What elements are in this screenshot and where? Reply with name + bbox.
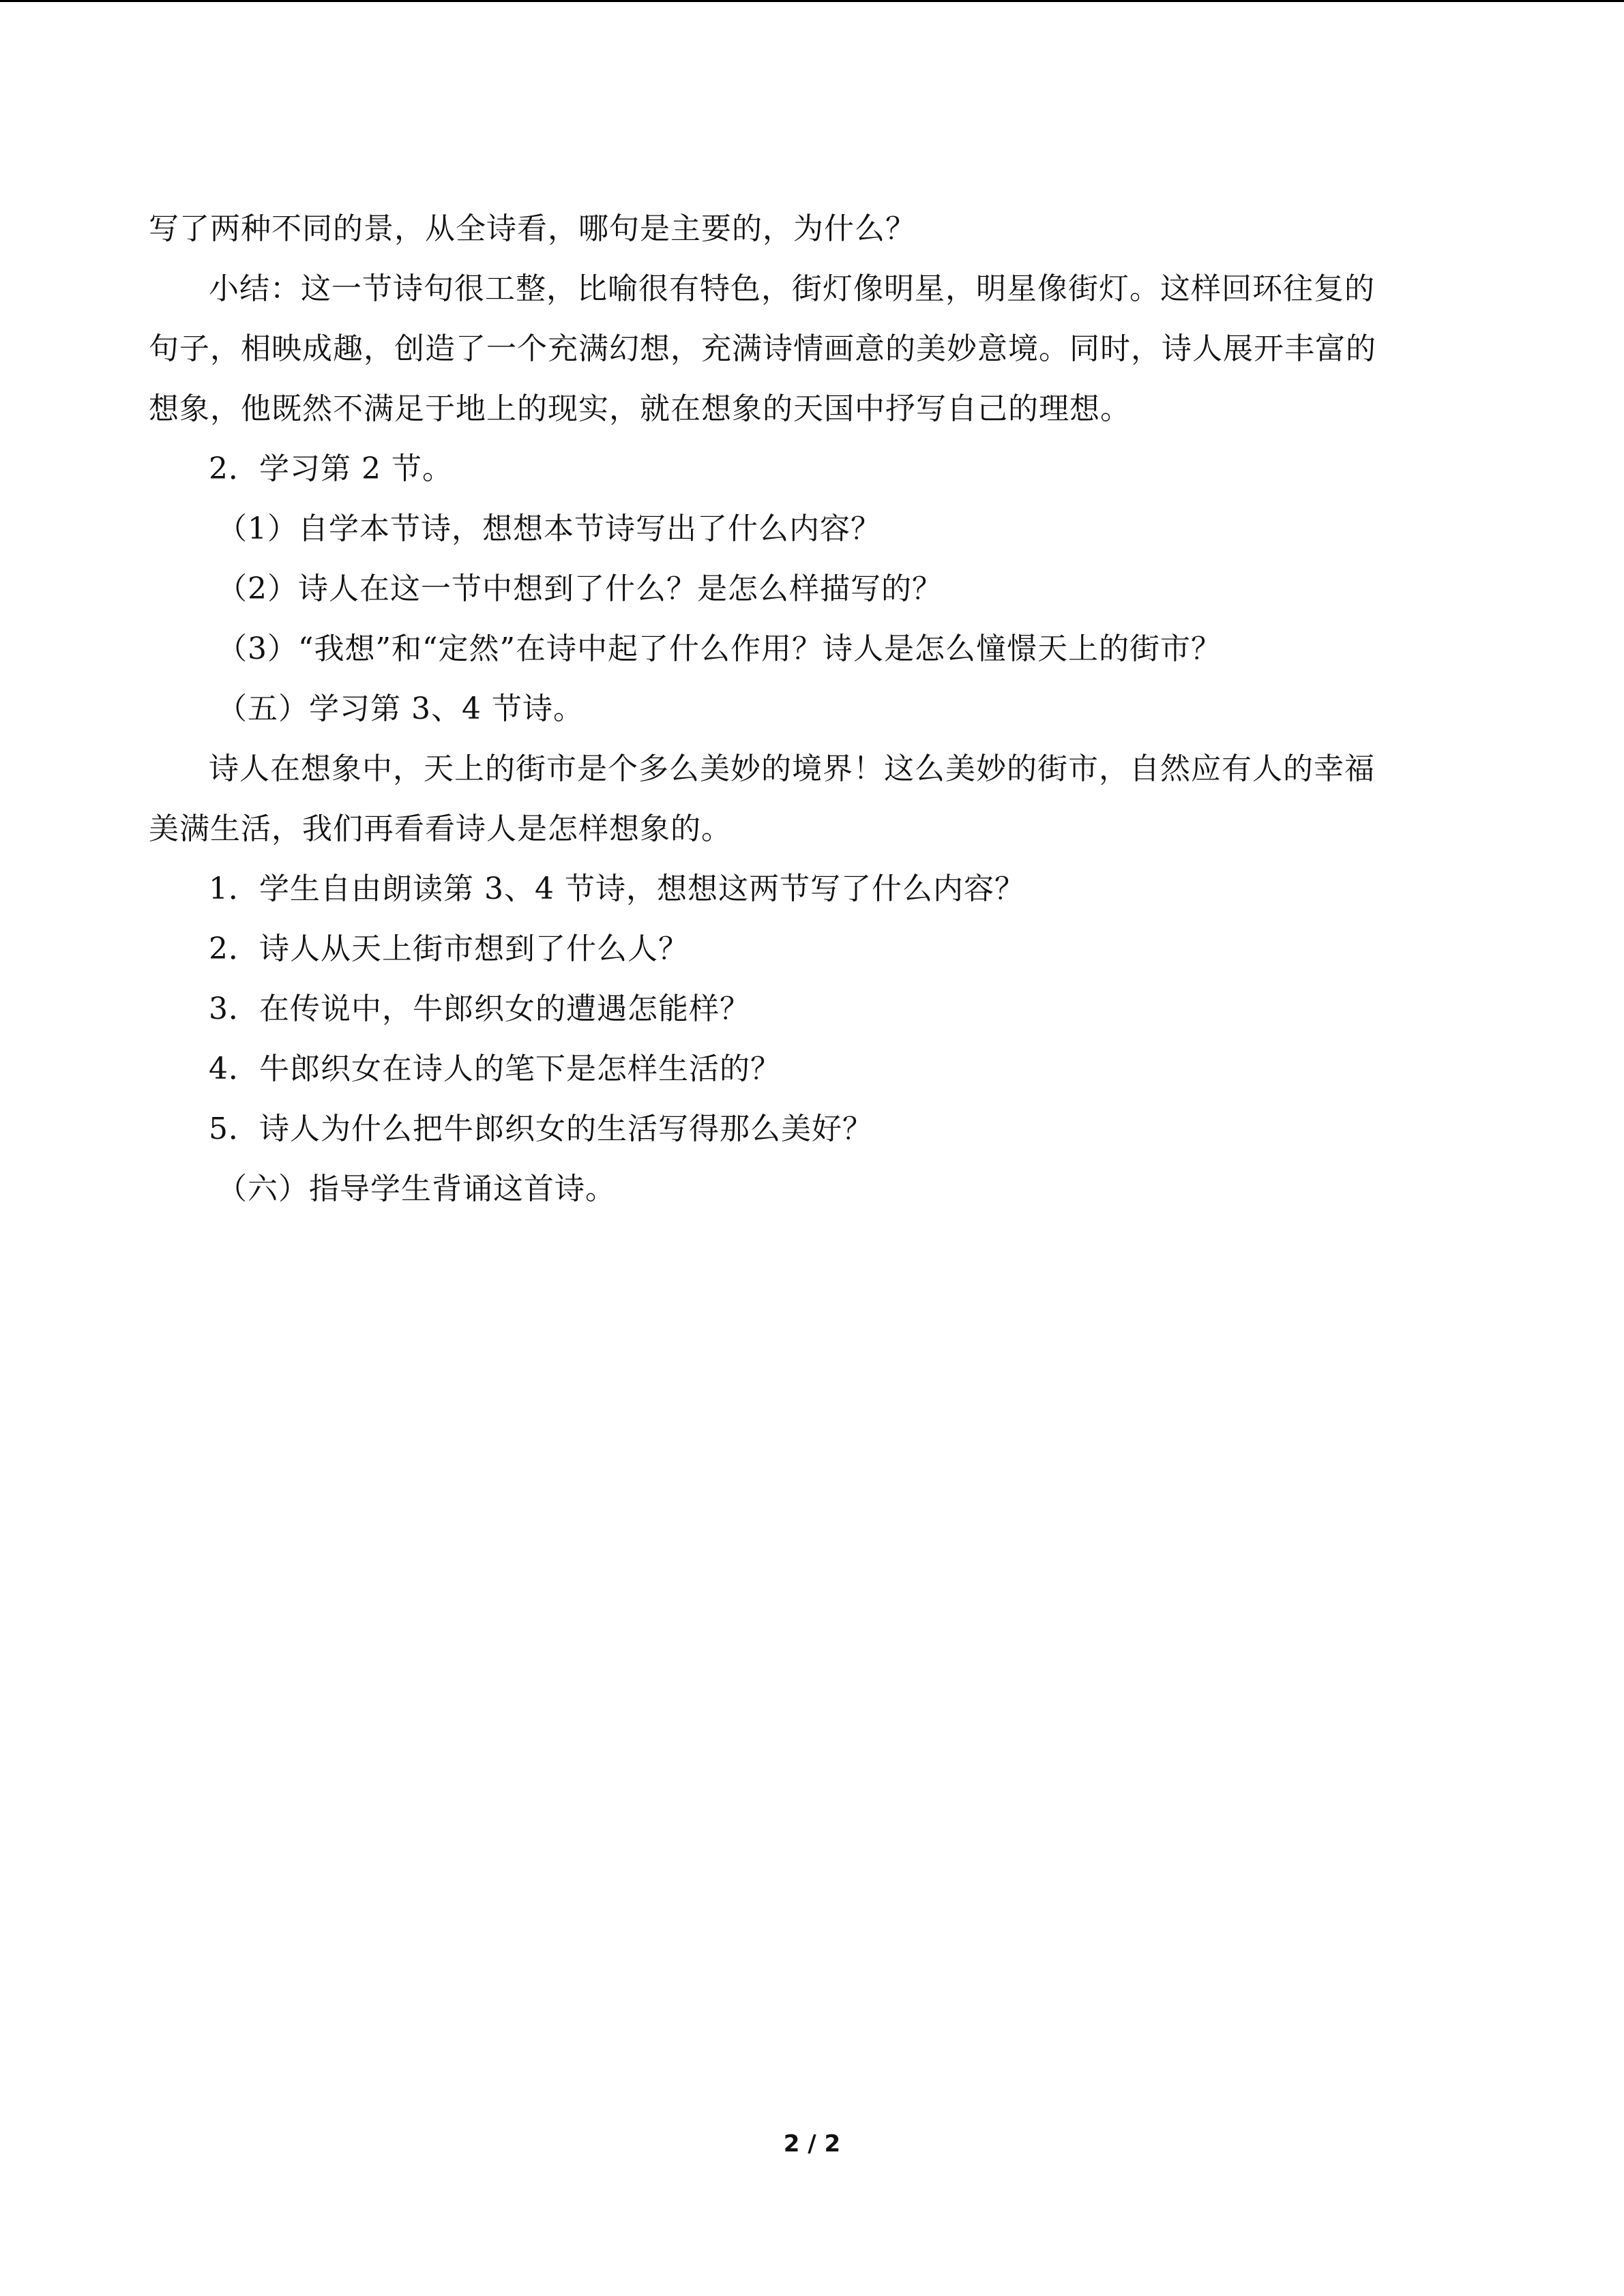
question-item: 5．诗人为什么把牛郎织女的生活写得那么美好？ [209, 1112, 873, 1146]
summary-paragraph-line: 想象，他既然不满足于地上的现实，就在想象的天国中抒写自己的理想。 [149, 391, 1131, 426]
top-border-line [0, 0, 1624, 2]
section-heading: 2．学习第 2 节。 [209, 451, 453, 486]
question-item: 1．学生自由朗读第 3、4 节诗，想想这两节写了什么内容？ [209, 871, 1025, 906]
question-item: 2．诗人从天上街市想到了什么人？ [209, 931, 689, 966]
summary-paragraph-line: 句子，相映成趣，创造了一个充满幻想，充满诗情画意的美妙意境。同时，诗人展开丰富的 [149, 331, 1376, 366]
question-item: （3）“我想”和“定然”在诗中起了什么作用？诗人是怎么憧憬天上的街市？ [217, 631, 1222, 666]
document-body [149, 199, 1458, 1219]
question-item: （1）自学本节诗，想想本节诗写出了什么内容？ [217, 511, 881, 546]
page-number: 2 / 2 [783, 2130, 841, 2158]
section-heading: （六）指导学生背诵这首诗。 [217, 1172, 616, 1206]
section-heading: （五）学习第 3、4 节诗。 [217, 691, 584, 726]
question-item: 3．在传说中，牛郎织女的遭遇怎能样？ [209, 992, 750, 1026]
text-line: 写了两种不同的景，从全诗看，哪句是主要的，为什么？ [149, 211, 916, 246]
intro-paragraph-line: 诗人在想象中，天上的街市是个多么美妙的境界！这么美妙的街市，自然应有人的幸福 [209, 751, 1375, 786]
question-item: （2）诗人在这一节中想到了什么？是怎么样描写的？ [217, 571, 943, 606]
question-item: 4．牛郎织女在诗人的笔下是怎样生活的？ [209, 1052, 781, 1086]
summary-paragraph-line: 小结：这一节诗句很工整，比喻很有特色，街灯像明星，明星像街灯。这样回环往复的 [209, 271, 1375, 306]
intro-paragraph-line: 美满生活，我们再看看诗人是怎样想象的。 [149, 811, 732, 846]
